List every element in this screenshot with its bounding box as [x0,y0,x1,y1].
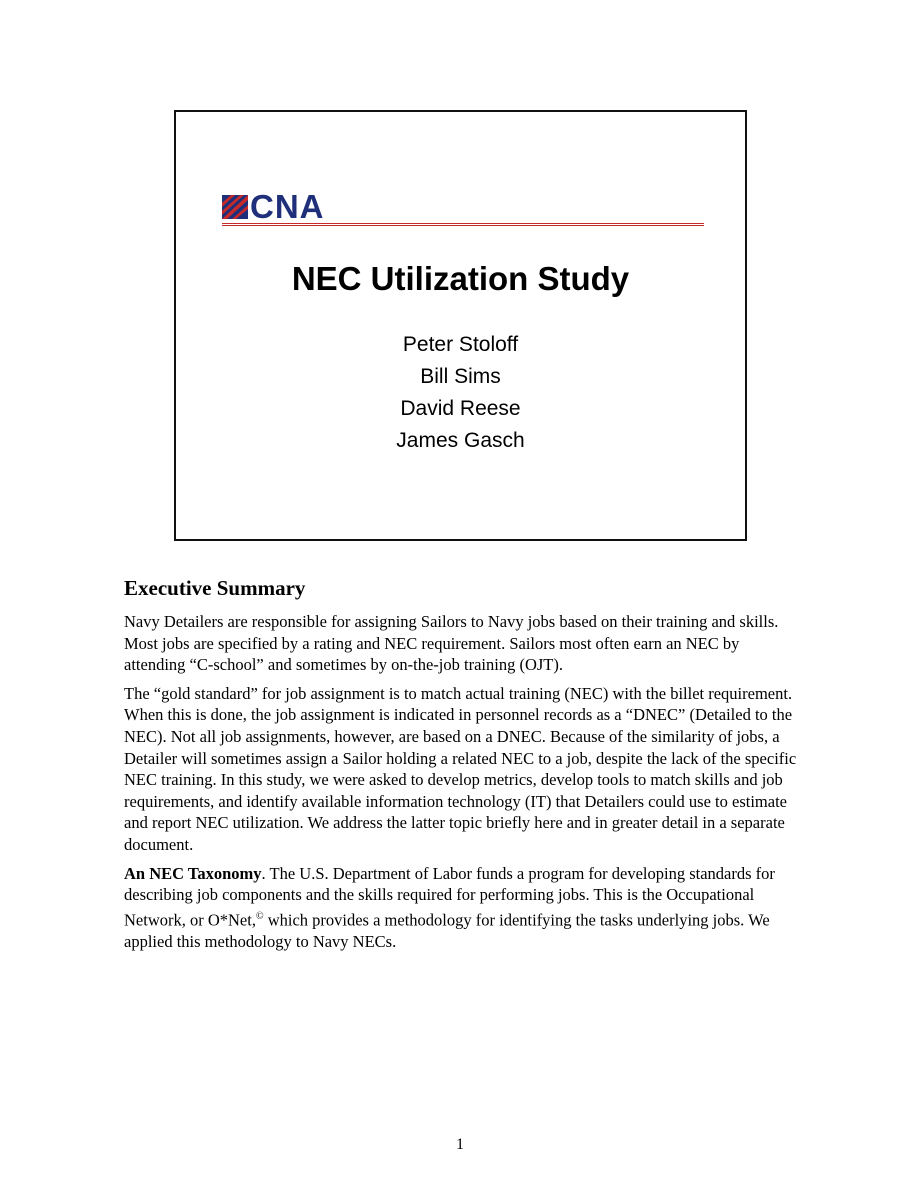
cna-logo-mark-icon [222,195,248,219]
logo-text: CNA [250,188,325,225]
author-name: Bill Sims [420,365,501,388]
paragraph-3-lead: An NEC Taxonomy [124,863,262,883]
logo-divider [222,223,704,226]
paragraph-3 [124,863,804,953]
paragraph-3-text-a: . The U.S. Department of Labor funds a program for developing standards for describing job components and the skills required for performing jobs. This is the Occupational Network, or O*Net, [124,863,775,930]
paragraph-3-text-b: which provides a methodology for identifying the tasks underlying jobs. We applied this methodology to Navy NECs. [124,910,770,951]
paragraph-1: Navy Detailers are responsible for assigning Sailors to Navy jobs based on their training and skills. Most jobs are specified by a rating and NEC requirement. Sailors most often earn an NEC by attending “C-school” and sometimes by on-the-job training (OJT). [124,612,779,675]
cna-logo [222,188,325,225]
author-name: Peter Stoloff [402,333,519,356]
section-heading: Executive Summary [124,576,306,600]
slide-title: NEC Utilization Study [291,260,630,297]
executive-summary [124,576,804,959]
author-name: David Reese [400,397,521,420]
copyright-mark: © [255,910,264,922]
author-list [176,329,745,457]
paragraph-2: The “gold standard” for job assignment is to match actual training (NEC) with the billet requirement. When this is done, the job assignment is indicated in personnel records as a “DNEC” (Detailed to the NEC). Not all job assignments, however, are based on a DNEC. Because of the similarity of jobs, a Detailer will sometimes assign a Sailor holding a related NEC to a job, despite the lack of the specific NEC training. In this study, we were asked to develop metrics, develop tools to match skills and job requirements, and identify available information technology (IT) that Detailers could use to estimate and report NEC utilization. We address the latter topic briefly here and in greater detail in a separate document. [124,683,797,854]
page-number: 1 [456,1136,464,1153]
title-slide [174,110,747,541]
author-name: James Gasch [396,429,525,452]
